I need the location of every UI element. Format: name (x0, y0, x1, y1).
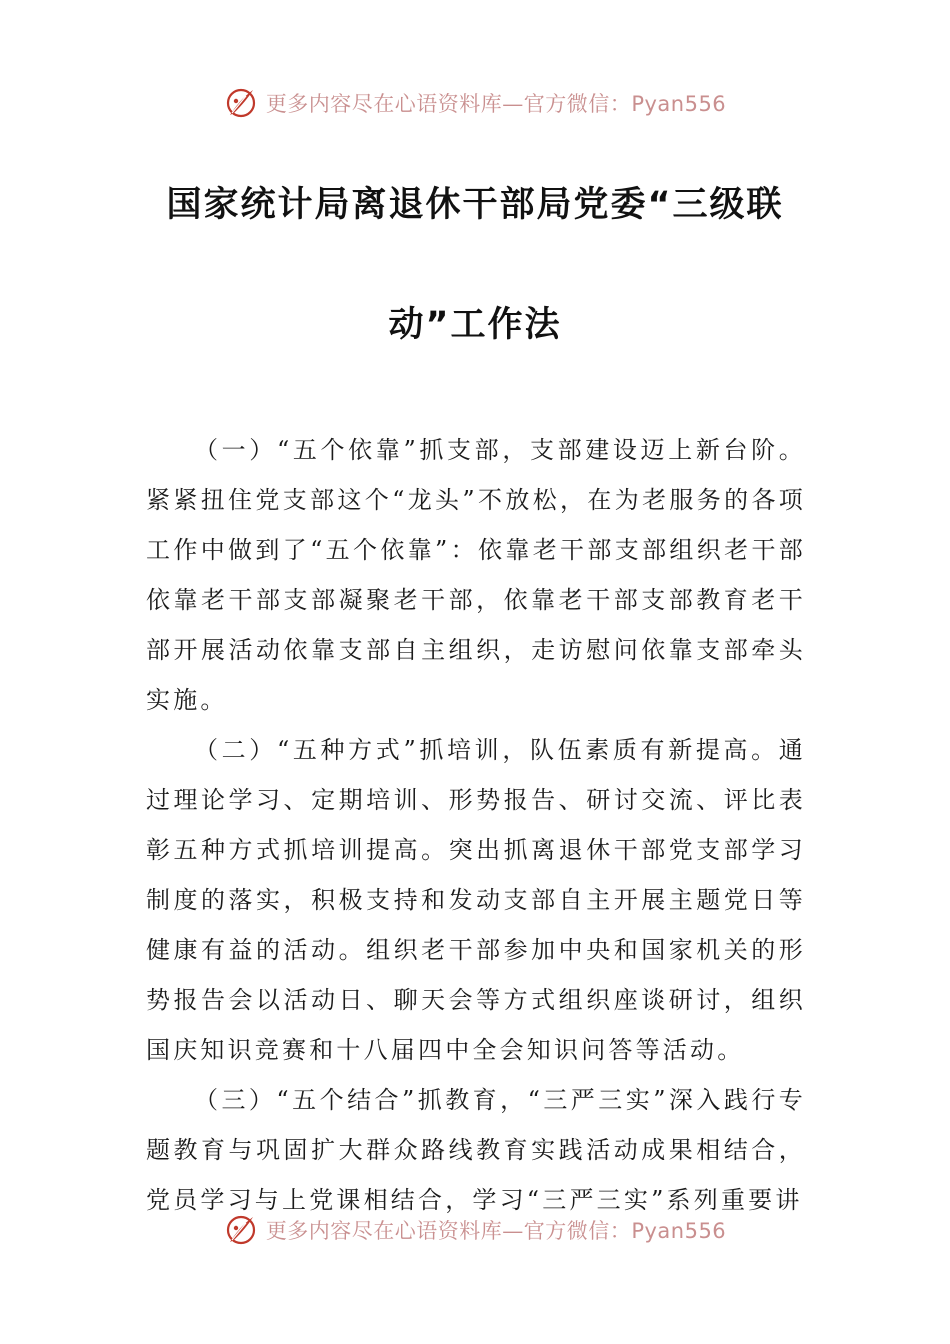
document-body (146, 425, 806, 1225)
document-title-line-1: 国家统计局离退休干部局党委“三级联 (166, 185, 784, 225)
banner-text: 更多内容尽在心语资料库—官方微信：Pyan556 (265, 1219, 727, 1243)
banner-text: 更多内容尽在心语资料库—官方微信：Pyan556 (265, 92, 727, 116)
paragraph-2: （二）“五种方式”抓培训，队伍素质有新提高。通过理论学习、定期培训、形势报告、研讨交流、评比表彰五种方式抓培训提高。突出抓离退休干部党支部学习制度的落实，积极支持和发动支部自主开展主题党日等健康有益的活动。组织老干部参加中央和国家机关的形势报告会以活动日、聊天会等方式组织座谈研讨，组织国庆知识竞赛和十八届四中全会知识问答等活动。 (146, 736, 806, 1064)
header-banner (0, 83, 950, 123)
footer-banner (0, 1210, 950, 1250)
quill-logo-icon (224, 1213, 258, 1247)
wechat-id: Pyan556 (631, 92, 727, 116)
quill-logo-icon (224, 86, 258, 120)
document-title-line-2: 动”工作法 (388, 305, 562, 345)
paragraph-3: （三）“五个结合”抓教育，“三严三实”深入践行专题教育与巩固扩大群众路线教育实践活动成果相结合，党员学习与上党课相结合，学习“三严三实”系列重要讲 (146, 1086, 806, 1214)
paragraph-1: （一）“五个依靠”抓支部，支部建设迈上新台阶。紧紧扭住党支部这个“龙头”不放松，在为老服务的各项工作中做到了“五个依靠”：依靠老干部支部组织老干部依靠老干部支部凝聚老干部，依靠老干部支部教育老干部开展活动依靠支部自主组织，走访慰问依靠支部牵头实施。 (146, 436, 806, 714)
wechat-id: Pyan556 (631, 1219, 727, 1243)
